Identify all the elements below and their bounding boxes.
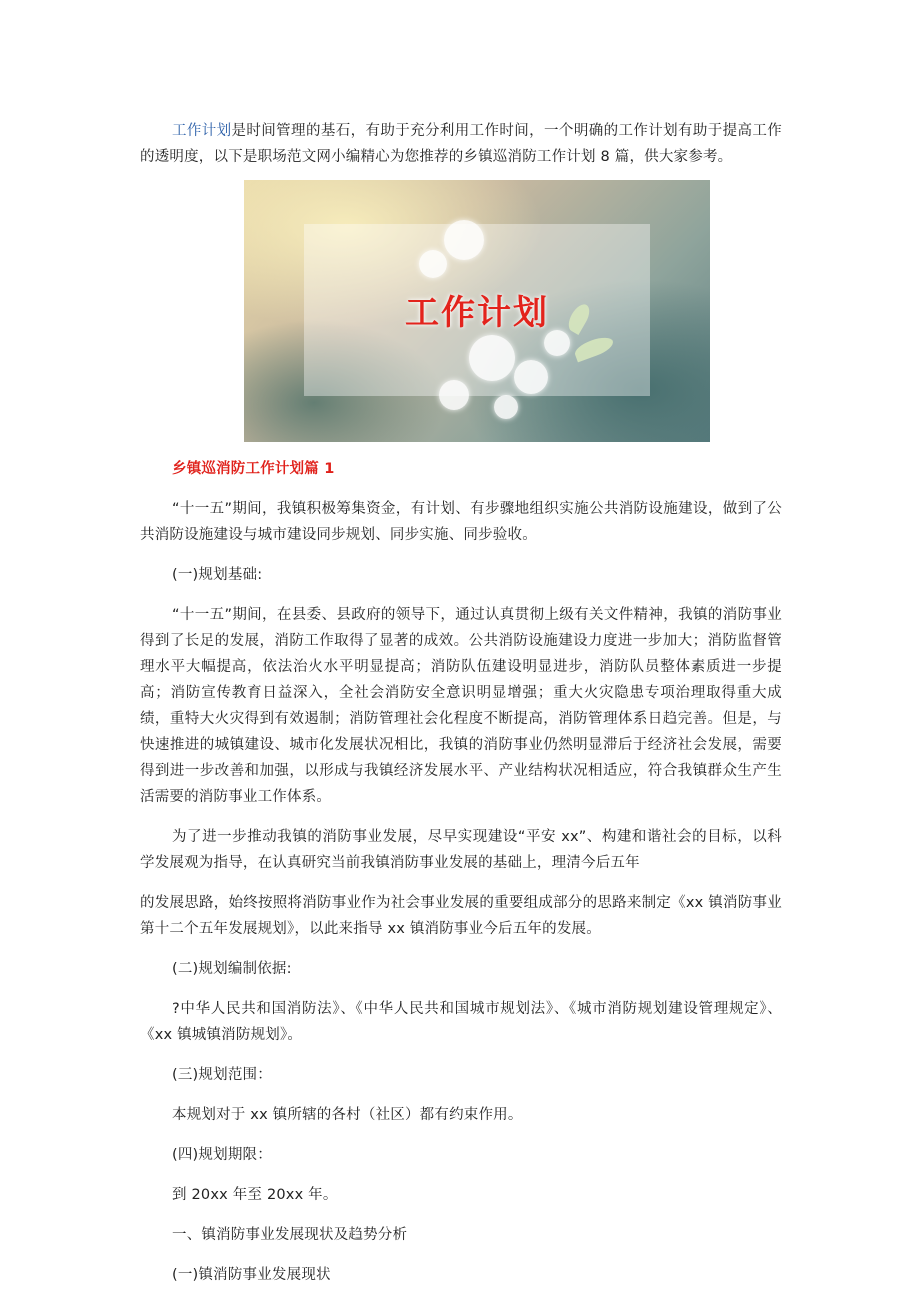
section-title: (一)镇消防事业发展现状 <box>172 1267 331 1283</box>
banner-title: 工作计划 <box>405 293 549 333</box>
section-title: (四)规划期限： <box>172 1147 272 1163</box>
section-title: (二)规划编制依据: <box>172 961 292 977</box>
paragraph: “十一五”期间，我镇积极筹集资金，有计划、有步骤地组织实施公共消防设施建设，做到了公共消防设施建设与城市建设同步规划、同步实施、同步验收。 <box>140 501 782 543</box>
intro-text: 是时间管理的基石，有助于充分利用工作时间，一个明确的工作计划有助于提高工作的透明度，以下是职场范文网小编精心为您推荐的乡镇巡消防工作计划 8 篇，供大家参考。 <box>140 123 782 165</box>
paragraph: “十一五”期间，在县委、县政府的领导下，通过认真贯彻上级有关文件精神，我镇的消防事业得到了长足的发展，消防工作取得了显著的成效。公共消防设施建设力度进一步加大；消防监督管理水平大幅提高，依法治火水平明显提高；消防队伍建设明显进步，消防队员整体素质进一步提高；消防宣传教育日益深入，全社会消防安全意识明显增强；重大火灾隐患专项治理取得重大成绩，重特大火灾得到有效遏制；消防管理社会化程度不断提高，消防管理体系日趋完善。但是，与快速推进的城镇建设、城市化发展状况相比，我镇的消防事业仍然明显滞后于经济社会发展，需要得到进一步改善和加强，以形成与我镇经济发展水平、产业结构状况相适应，符合我镇群众生产生活需要的消防事业工作体系。 <box>140 607 782 805</box>
paragraph: 为了进一步推动我镇的消防事业发展，尽早实现建设“平安 xx”、构建和谐社会的目标，以科学发展观为指导，在认真研究当前我镇消防事业发展的基础上，理清今后五年 <box>140 829 782 871</box>
section-title: 一、镇消防事业发展现状及趋势分析 <box>172 1227 408 1243</box>
paragraph: 本规划对于 xx 镇所辖的各村（社区）都有约束作用。 <box>172 1107 523 1123</box>
section-title: (三)规划范围： <box>172 1067 272 1083</box>
paragraph: 的发展思路，始终按照将消防事业作为社会事业发展的重要组成部分的思路来制定《xx 镇消防事业第十二个五年发展规划》，以此来指导 xx 镇消防事业今后五年的发展。 <box>140 895 782 937</box>
paragraph: 到 20xx 年至 20xx 年。 <box>172 1187 338 1203</box>
article-heading: 乡镇巡消防工作计划篇 1 <box>172 461 335 477</box>
intro-paragraph <box>140 118 782 170</box>
document-page <box>140 118 782 1302</box>
section-title: (一)规划基础: <box>172 567 263 583</box>
banner-image <box>244 180 710 442</box>
paragraph: ?中华人民共和国消防法》、《中华人民共和国城市规划法》、《城市消防规划建设管理规定》、《xx 镇城镇消防规划》。 <box>140 1001 782 1043</box>
work-plan-link[interactable]: 工作计划 <box>172 123 232 139</box>
flower-shape <box>494 395 518 419</box>
